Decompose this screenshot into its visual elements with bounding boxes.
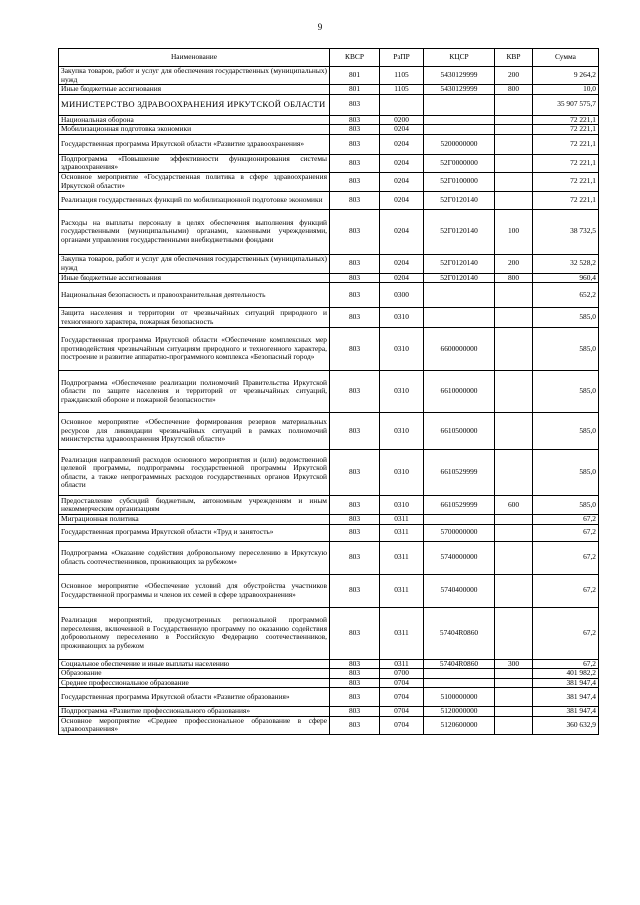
cell-kvsr: 803 <box>330 191 380 209</box>
table-row <box>59 191 599 209</box>
header-kcsr: КЦСР <box>424 49 495 67</box>
cell-kvsr: 801 <box>330 85 380 95</box>
header-kvr: КВР <box>495 49 533 67</box>
cell-name: Государственная программа Иркутской области «Труд и занятость» <box>59 524 330 541</box>
cell-name: Подпрограмма «Обеспечение реализации полномочий Правительства Иркутской области по защите населения и территорий от чрезвычайных ситуаций, гражданской обороне и пожарной безопасности» <box>59 371 330 413</box>
cell-name: Закупка товаров, работ и услуг для обеспечения государственных (муниципальных) нужд <box>59 67 330 85</box>
cell-sum: 72 221,1 <box>533 115 599 125</box>
header-kvsr: КВСР <box>330 49 380 67</box>
cell-sum: 585,0 <box>533 413 599 450</box>
cell-kcsr <box>424 283 495 308</box>
cell-kvr: 600 <box>495 496 533 515</box>
table-row <box>59 515 599 525</box>
cell-kvsr: 803 <box>330 413 380 450</box>
cell-name: Реализация мероприятий, предусмотренных региональной программой переселения, включенной в Государственную программу по оказанию содействия добровольному переселению в Российскую Федерацию соотечественников, проживающих за рубежом <box>59 607 330 659</box>
cell-sum: 381 947,4 <box>533 678 599 688</box>
table-row <box>59 413 599 450</box>
table-row <box>59 328 599 371</box>
cell-rzpr: 0310 <box>380 496 424 515</box>
cell-sum: 72 221,1 <box>533 125 599 135</box>
cell-kvr <box>495 716 533 734</box>
cell-kvsr: 803 <box>330 450 380 496</box>
cell-rzpr <box>380 94 424 115</box>
cell-name: Среднее профессиональное образование <box>59 678 330 688</box>
cell-name: Защита населения и территории от чрезвычайных ситуаций природного и техногенного характера, пожарная безопасность <box>59 308 330 328</box>
cell-sum: 585,0 <box>533 308 599 328</box>
cell-kvsr: 803 <box>330 328 380 371</box>
cell-kvsr: 803 <box>330 254 380 273</box>
cell-rzpr: 0704 <box>380 688 424 707</box>
cell-sum: 585,0 <box>533 496 599 515</box>
cell-kvsr: 803 <box>330 371 380 413</box>
cell-name: Предоставление субсидий бюджетным, автономным учреждениям и иным некоммерческим организациям <box>59 496 330 515</box>
page-number: 9 <box>317 22 323 32</box>
cell-rzpr: 0204 <box>380 273 424 283</box>
cell-name: Основное мероприятие «Обеспечение условий для обустройства участников Государственной программы и членов их семей в сфере здравоохранения» <box>59 574 330 607</box>
table-row <box>59 496 599 515</box>
cell-kcsr: 57404R0860 <box>424 607 495 659</box>
cell-kvsr: 803 <box>330 134 380 154</box>
cell-sum: 67,2 <box>533 524 599 541</box>
cell-sum: 360 632,9 <box>533 716 599 734</box>
cell-rzpr: 0204 <box>380 209 424 254</box>
cell-name: Государственная программа Иркутской области «Обеспечение комплексных мер противодействия чрезвычайным ситуациям природного и техногенного характера, построение и развитие аппаратно-программного комплекса «Безопасный город» <box>59 328 330 371</box>
cell-name: Закупка товаров, работ и услуг для обеспечения государственных (муниципальных) нужд <box>59 254 330 273</box>
cell-sum: 67,2 <box>533 659 599 669</box>
cell-kcsr: 6610500000 <box>424 413 495 450</box>
table-row <box>59 678 599 688</box>
cell-kcsr: 5430129999 <box>424 67 495 85</box>
cell-kvr <box>495 669 533 679</box>
cell-kvsr: 801 <box>330 67 380 85</box>
cell-kcsr: 5700000000 <box>424 524 495 541</box>
table-row <box>59 308 599 328</box>
table-row <box>59 154 599 172</box>
header-sum: Сумма <box>533 49 599 67</box>
table-row <box>59 209 599 254</box>
cell-sum: 67,2 <box>533 607 599 659</box>
cell-kvsr: 803 <box>330 574 380 607</box>
cell-kvsr: 803 <box>330 496 380 515</box>
cell-kvr <box>495 678 533 688</box>
cell-kvr <box>495 574 533 607</box>
cell-kvr <box>495 115 533 125</box>
cell-sum: 67,2 <box>533 574 599 607</box>
cell-kvsr: 803 <box>330 273 380 283</box>
cell-kvsr: 803 <box>330 154 380 172</box>
cell-kcsr: 52Г0120140 <box>424 254 495 273</box>
cell-sum: 381 947,4 <box>533 707 599 717</box>
cell-rzpr: 0310 <box>380 450 424 496</box>
table-header-row <box>59 49 599 67</box>
cell-kcsr: 5200000000 <box>424 134 495 154</box>
table-row <box>59 541 599 574</box>
cell-rzpr: 0311 <box>380 607 424 659</box>
cell-kcsr: 6610000000 <box>424 371 495 413</box>
cell-name: МИНИСТЕРСТВО ЗДРАВООХРАНЕНИЯ ИРКУТСКОЙ ОБЛАСТИ <box>59 94 330 115</box>
cell-kcsr: 6600000000 <box>424 328 495 371</box>
table-row <box>59 659 599 669</box>
cell-kvsr: 803 <box>330 678 380 688</box>
cell-rzpr: 0204 <box>380 134 424 154</box>
cell-rzpr: 0700 <box>380 669 424 679</box>
cell-name: Реализация направлений расходов основного мероприятия и (или) ведомственной целевой программы, подпрограммы государственной программы Иркутской области, а также непрограммных расходов государственных органов Иркутской области <box>59 450 330 496</box>
cell-sum: 67,2 <box>533 515 599 525</box>
cell-sum: 9 264,2 <box>533 67 599 85</box>
cell-name: Национальная оборона <box>59 115 330 125</box>
cell-kcsr <box>424 125 495 135</box>
cell-kcsr: 5120000000 <box>424 707 495 717</box>
cell-kcsr: 57404R0860 <box>424 659 495 669</box>
table-row <box>59 125 599 135</box>
cell-kvr <box>495 328 533 371</box>
cell-kvr <box>495 541 533 574</box>
cell-kvsr: 803 <box>330 659 380 669</box>
cell-kvsr: 803 <box>330 688 380 707</box>
cell-rzpr: 0200 <box>380 115 424 125</box>
header-name: Наименование <box>59 49 330 67</box>
cell-kvsr: 803 <box>330 125 380 135</box>
cell-kvr: 200 <box>495 67 533 85</box>
table-row <box>59 371 599 413</box>
cell-name: Подпрограмма «Оказание содействия добровольному переселению в Иркутскую область соотечественников, проживающих за рубежом» <box>59 541 330 574</box>
header-rzpr: РзПР <box>380 49 424 67</box>
cell-rzpr: 0310 <box>380 371 424 413</box>
cell-kvr: 800 <box>495 85 533 95</box>
table-row <box>59 283 599 308</box>
cell-kvr <box>495 125 533 135</box>
cell-name: Основное мероприятие «Среднее профессиональное образование в сфере здравоохранения» <box>59 716 330 734</box>
cell-sum: 72 221,1 <box>533 191 599 209</box>
cell-kvr <box>495 524 533 541</box>
table-row <box>59 94 599 115</box>
cell-kcsr: 52Г0120140 <box>424 273 495 283</box>
cell-kcsr: 52Г0000000 <box>424 154 495 172</box>
cell-name: Иные бюджетные ассигнования <box>59 273 330 283</box>
table-row <box>59 450 599 496</box>
cell-rzpr: 0204 <box>380 154 424 172</box>
cell-kvr <box>495 134 533 154</box>
cell-kvsr: 803 <box>330 283 380 308</box>
cell-name: Мобилизационная подготовка экономики <box>59 125 330 135</box>
table-row <box>59 134 599 154</box>
cell-kvr <box>495 515 533 525</box>
cell-kvr <box>495 154 533 172</box>
table-row <box>59 716 599 734</box>
cell-kvr <box>495 707 533 717</box>
cell-sum: 960,4 <box>533 273 599 283</box>
cell-rzpr: 0204 <box>380 172 424 191</box>
cell-kvr: 800 <box>495 273 533 283</box>
cell-kvsr: 803 <box>330 115 380 125</box>
cell-kcsr: 5430129999 <box>424 85 495 95</box>
cell-sum: 585,0 <box>533 328 599 371</box>
cell-kvsr: 803 <box>330 172 380 191</box>
cell-kvsr: 803 <box>330 716 380 734</box>
cell-kcsr: 52Г0100000 <box>424 172 495 191</box>
table-row <box>59 524 599 541</box>
cell-sum: 38 732,5 <box>533 209 599 254</box>
cell-kcsr: 6610529999 <box>424 450 495 496</box>
cell-kvsr: 803 <box>330 707 380 717</box>
cell-kcsr: 5120600000 <box>424 716 495 734</box>
cell-kvsr: 803 <box>330 515 380 525</box>
cell-sum: 72 221,1 <box>533 154 599 172</box>
table-row <box>59 607 599 659</box>
table-row <box>59 115 599 125</box>
cell-name: Образование <box>59 669 330 679</box>
cell-kcsr: 5100000000 <box>424 688 495 707</box>
budget-table <box>58 48 599 735</box>
cell-sum: 32 528,2 <box>533 254 599 273</box>
cell-rzpr: 0704 <box>380 716 424 734</box>
cell-kcsr <box>424 669 495 679</box>
cell-rzpr: 0310 <box>380 413 424 450</box>
cell-rzpr: 0300 <box>380 283 424 308</box>
cell-kvr <box>495 94 533 115</box>
table-row <box>59 172 599 191</box>
cell-kvr: 100 <box>495 209 533 254</box>
cell-kcsr: 52Г0120140 <box>424 209 495 254</box>
cell-kvr <box>495 413 533 450</box>
cell-kvr <box>495 450 533 496</box>
cell-rzpr: 0704 <box>380 707 424 717</box>
cell-sum: 72 221,1 <box>533 134 599 154</box>
cell-kvsr: 803 <box>330 541 380 574</box>
cell-name: Реализация государственных функций по мобилизационной подготовке экономики <box>59 191 330 209</box>
cell-sum: 67,2 <box>533 541 599 574</box>
cell-sum: 401 982,2 <box>533 669 599 679</box>
table-row <box>59 707 599 717</box>
cell-name: Иные бюджетные ассигнования <box>59 85 330 95</box>
cell-sum: 72 221,1 <box>533 172 599 191</box>
cell-kvr <box>495 688 533 707</box>
cell-rzpr: 0311 <box>380 659 424 669</box>
cell-kcsr <box>424 678 495 688</box>
cell-name: Миграционная политика <box>59 515 330 525</box>
table-row <box>59 85 599 95</box>
cell-name: Основное мероприятие «Обеспечение формирования резервов материальных ресурсов для ликвидации чрезвычайных ситуаций в рамках полномочий министерства здравоохранения Иркутской области» <box>59 413 330 450</box>
table-row <box>59 574 599 607</box>
cell-kcsr <box>424 115 495 125</box>
cell-kvr <box>495 308 533 328</box>
cell-rzpr: 0310 <box>380 328 424 371</box>
cell-kvsr: 803 <box>330 308 380 328</box>
cell-kvr <box>495 371 533 413</box>
cell-sum: 10,0 <box>533 85 599 95</box>
cell-kvsr: 803 <box>330 209 380 254</box>
cell-kvsr: 803 <box>330 669 380 679</box>
cell-rzpr: 0311 <box>380 541 424 574</box>
cell-kvsr: 803 <box>330 94 380 115</box>
cell-kcsr <box>424 94 495 115</box>
cell-kvr: 200 <box>495 254 533 273</box>
cell-kcsr <box>424 308 495 328</box>
cell-rzpr: 0204 <box>380 125 424 135</box>
cell-name: Подпрограмма «Развитие профессионального образования» <box>59 707 330 717</box>
cell-kvsr: 803 <box>330 607 380 659</box>
cell-rzpr: 0204 <box>380 254 424 273</box>
cell-rzpr: 1105 <box>380 67 424 85</box>
cell-rzpr: 0311 <box>380 524 424 541</box>
cell-rzpr: 0704 <box>380 678 424 688</box>
cell-kvr <box>495 172 533 191</box>
cell-name: Подпрограмма «Повышение эффективности функционирования системы здравоохранения» <box>59 154 330 172</box>
cell-name: Расходы на выплаты персоналу в целях обеспечения выполнения функций государственными (муниципальными) органами, казенными учреждениями, органами управления государственными внебюджетными фондами <box>59 209 330 254</box>
cell-rzpr: 0310 <box>380 308 424 328</box>
cell-kcsr <box>424 515 495 525</box>
cell-kcsr: 52Г0120140 <box>424 191 495 209</box>
cell-name: Социальное обеспечение и иные выплаты населению <box>59 659 330 669</box>
cell-kvsr: 803 <box>330 524 380 541</box>
cell-sum: 585,0 <box>533 450 599 496</box>
cell-rzpr: 0311 <box>380 574 424 607</box>
cell-name: Государственная программа Иркутской области «Развитие здравоохранения» <box>59 134 330 154</box>
cell-kvr: 300 <box>495 659 533 669</box>
cell-name: Национальная безопасность и правоохранительная деятельность <box>59 283 330 308</box>
cell-sum: 652,2 <box>533 283 599 308</box>
cell-rzpr: 1105 <box>380 85 424 95</box>
table-row <box>59 67 599 85</box>
cell-rzpr: 0204 <box>380 191 424 209</box>
table-row <box>59 669 599 679</box>
cell-name: Государственная программа Иркутской области «Развитие образования» <box>59 688 330 707</box>
cell-kvr <box>495 191 533 209</box>
cell-sum: 381 947,4 <box>533 688 599 707</box>
cell-kcsr: 5740400000 <box>424 574 495 607</box>
cell-kvr <box>495 283 533 308</box>
cell-rzpr: 0311 <box>380 515 424 525</box>
table-row <box>59 254 599 273</box>
cell-kcsr: 6610529999 <box>424 496 495 515</box>
table-row <box>59 273 599 283</box>
cell-name: Основное мероприятие «Государственная политика в сфере здравоохранения Иркутской области» <box>59 172 330 191</box>
cell-kvr <box>495 607 533 659</box>
cell-sum: 35 907 575,7 <box>533 94 599 115</box>
cell-sum: 585,0 <box>533 371 599 413</box>
table-row <box>59 688 599 707</box>
cell-kcsr: 5740000000 <box>424 541 495 574</box>
